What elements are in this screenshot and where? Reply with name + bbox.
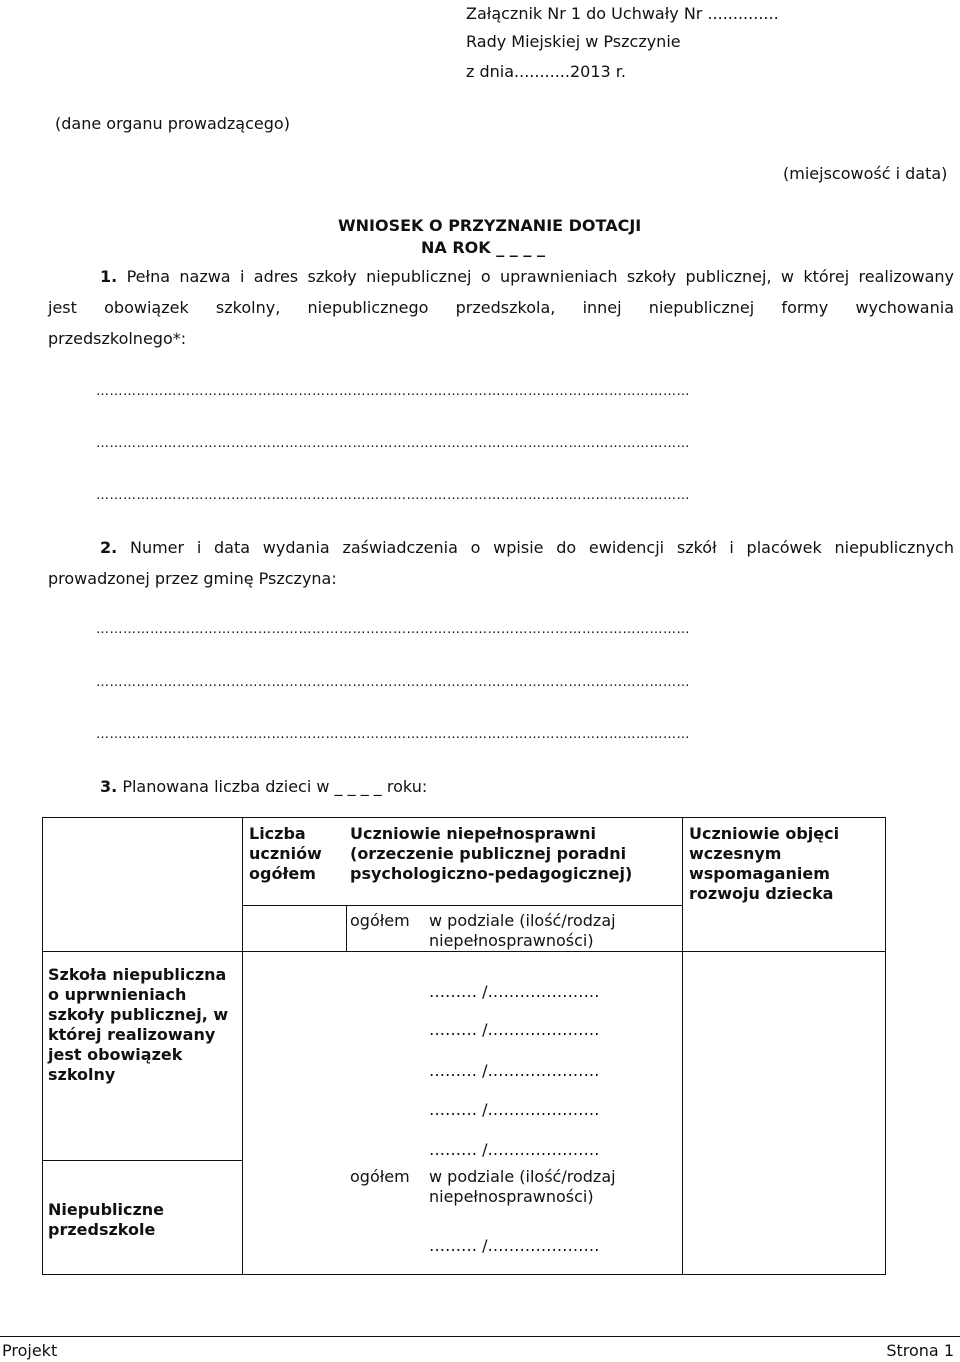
section2-line1 bbox=[48, 538, 954, 557]
fill-line[interactable] bbox=[48, 727, 954, 749]
fill-dots: …………………………………………………………………………………………………………………… bbox=[96, 384, 690, 399]
fill-line[interactable] bbox=[48, 384, 954, 406]
fill-dots: …………………………………………………………………………………………………………………… bbox=[96, 622, 690, 637]
table-vline bbox=[346, 905, 347, 951]
row2-subheader-breakdown: w podziale (ilość/rodzaj niepełnosprawności) bbox=[429, 1167, 616, 1206]
section1-number: 1. bbox=[100, 267, 118, 286]
organ-label: (dane organu prowadzącego) bbox=[55, 114, 290, 133]
section3-label-start: Planowana liczba dzieci w bbox=[122, 777, 330, 796]
attachment-line: Załącznik Nr 1 do Uchwały Nr .............. bbox=[466, 4, 779, 23]
fill-line[interactable] bbox=[48, 675, 954, 697]
breakdown-entry[interactable]: ……… /………………… bbox=[429, 1061, 600, 1080]
breakdown-entry[interactable]: ……… /………………… bbox=[429, 1020, 600, 1039]
table-hline bbox=[42, 951, 886, 952]
table-vline bbox=[242, 817, 243, 1275]
fill-line[interactable] bbox=[48, 436, 954, 458]
section2-number: 2. bbox=[100, 538, 118, 557]
place-date-label: (miejscowość i data) bbox=[783, 164, 948, 183]
table-vline bbox=[682, 817, 683, 1275]
section3-year-blanks[interactable]: _ _ _ _ bbox=[334, 777, 382, 796]
section2-text-1: Numer i data wydania zaświadczenia o wpisie do ewidencji szkół i placówek niepublicznych bbox=[129, 538, 954, 557]
section1-text-1: Pełna nazwa i adres szkoły niepublicznej o uprawnieniach szkoły publicznej, w której realizowany bbox=[126, 267, 955, 286]
row-school-label: Szkoła niepubliczna o uprwnieniach szkoły publicznej, w której realizowany jest obowiązek szkolny bbox=[48, 965, 229, 1084]
section3-line bbox=[100, 777, 427, 796]
breakdown-entry[interactable]: ……… /………………… bbox=[429, 982, 600, 1001]
footer-page-number: Strona 1 bbox=[886, 1341, 954, 1360]
section3-label-end: roku: bbox=[386, 777, 428, 796]
breakdown-entry[interactable]: ……… /………………… bbox=[429, 1140, 600, 1159]
council-line: Rady Miejskiej w Pszczynie bbox=[466, 32, 681, 51]
section1-line3: przedszkolnego*: bbox=[48, 329, 187, 348]
footer-divider bbox=[0, 1336, 960, 1337]
row2-subheader-total: ogółem bbox=[350, 1167, 410, 1186]
breakdown-entry[interactable]: ……… /………………… bbox=[429, 1236, 600, 1255]
date-line: z dnia...........2013 r. bbox=[466, 62, 626, 81]
subheader-breakdown: w podziale (ilość/rodzaj niepełnosprawności) bbox=[429, 911, 616, 950]
fill-dots: …………………………………………………………………………………………………………………… bbox=[96, 488, 690, 503]
document-title-year: NA ROK _ _ _ _ bbox=[421, 238, 545, 257]
document-title: WNIOSEK O PRZYZNANIE DOTACJI bbox=[338, 216, 642, 235]
fill-dots: …………………………………………………………………………………………………………………… bbox=[96, 675, 690, 690]
table-hline bbox=[42, 1160, 242, 1161]
section2-line2: prowadzonej przez gminę Pszczyna: bbox=[48, 569, 337, 588]
section3-number: 3. bbox=[100, 777, 118, 796]
header-total: Liczba uczniów ogółem bbox=[249, 824, 322, 883]
breakdown-entry[interactable]: ……… /………………… bbox=[429, 1100, 600, 1119]
fill-line[interactable] bbox=[48, 488, 954, 510]
fill-line[interactable] bbox=[48, 622, 954, 644]
row-preschool-label: Niepubliczne przedszkole bbox=[48, 1200, 165, 1239]
fill-dots: …………………………………………………………………………………………………………………… bbox=[96, 727, 690, 742]
fill-dots: …………………………………………………………………………………………………………………… bbox=[96, 436, 690, 451]
section1-line2: jest obowiązek szkolny, niepublicznego przedszkola, innej niepublicznej formy wychowania bbox=[48, 298, 954, 317]
subheader-total: ogółem bbox=[350, 911, 410, 930]
footer-left: Projekt bbox=[2, 1341, 58, 1360]
header-disabled: Uczniowie niepełnosprawni (orzeczenie publicznej poradni psychologiczno-pedagogicznej) bbox=[350, 824, 633, 883]
section1-line1 bbox=[48, 267, 954, 286]
table-hline bbox=[242, 905, 682, 906]
header-early-support: Uczniowie objęci wczesnym wspomaganiem rozwoju dziecka bbox=[689, 824, 840, 903]
